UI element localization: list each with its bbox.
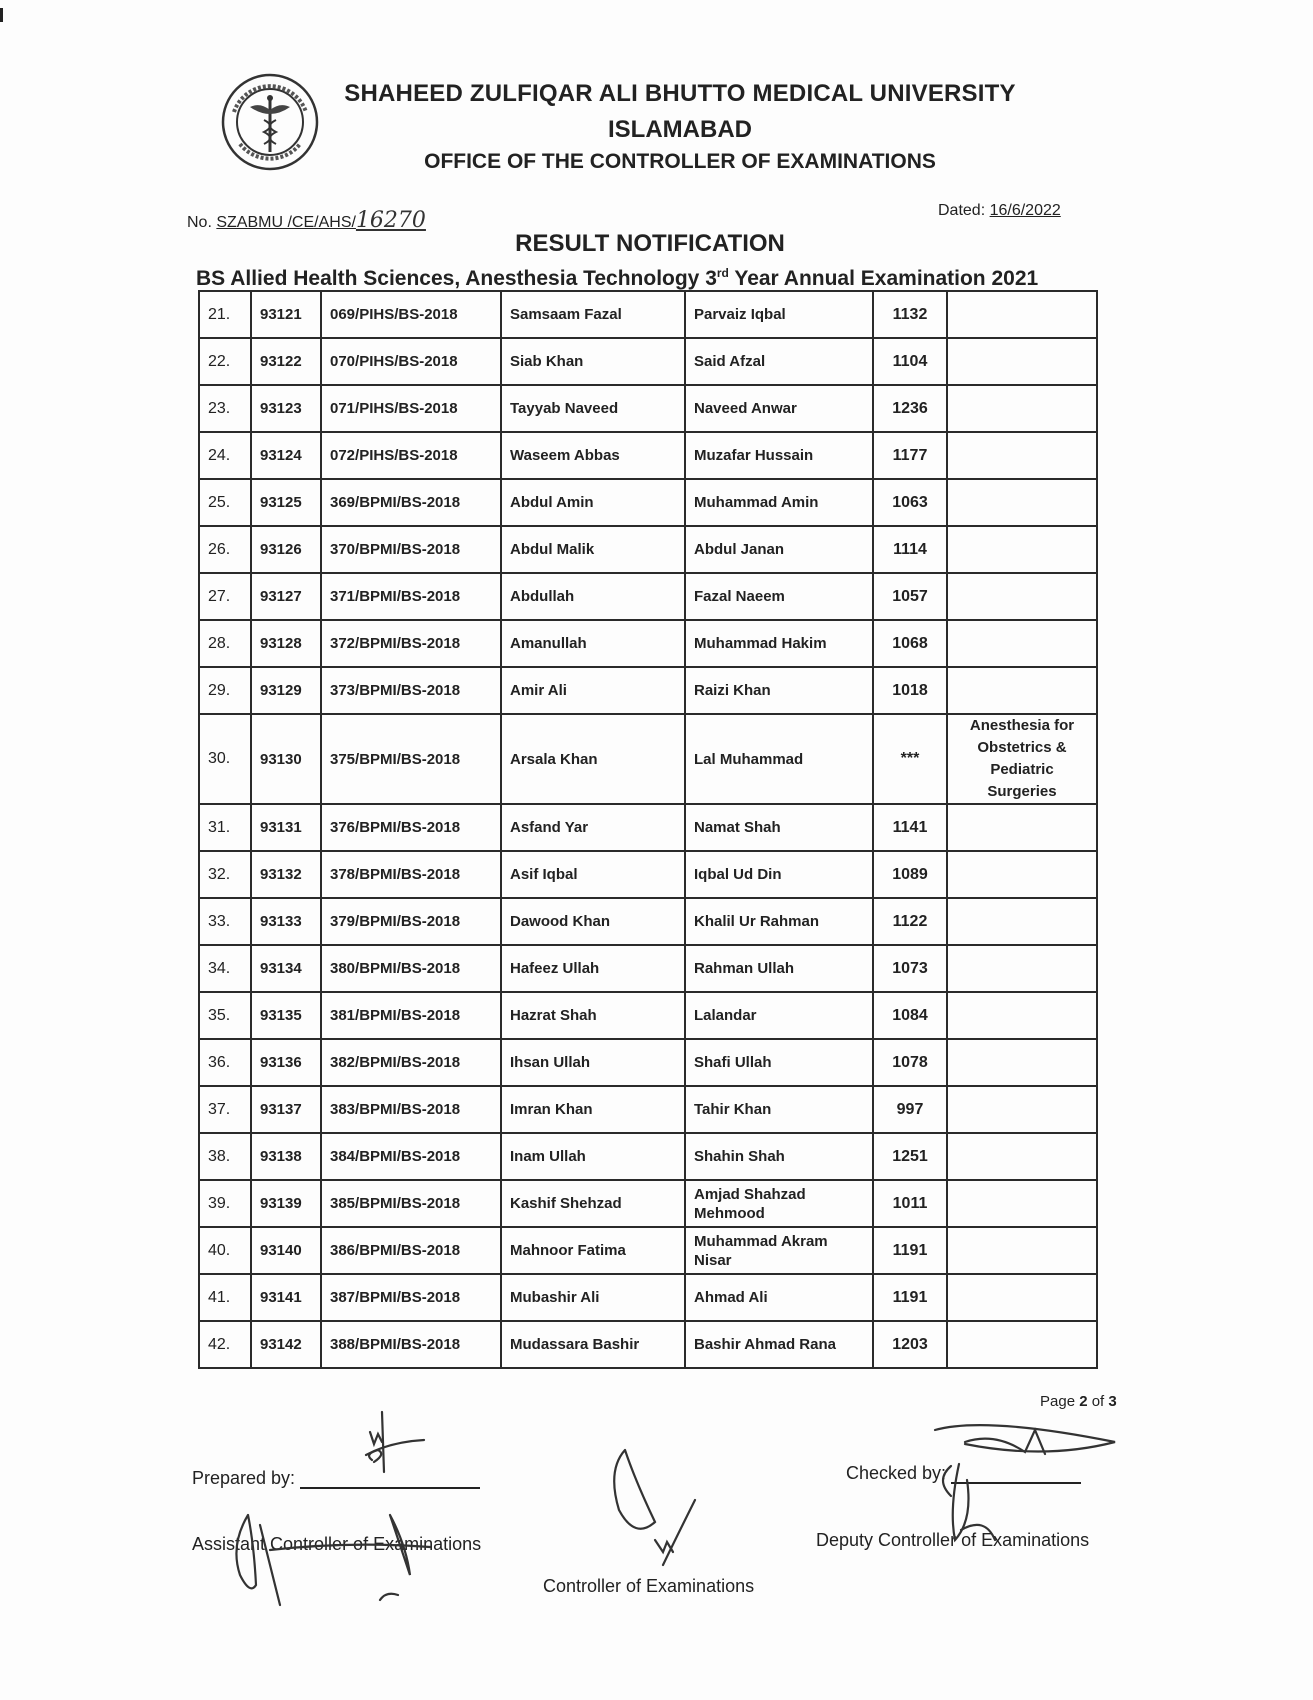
- marks-cell: 1191: [873, 1227, 947, 1274]
- student-name-cell: Asfand Yar: [501, 804, 685, 851]
- roll-number-cell: 93132: [251, 851, 321, 898]
- father-name-cell: Parvaiz Iqbal: [685, 291, 873, 338]
- controller-signature-icon: [605, 1440, 715, 1570]
- registration-number-cell: 380/BPMI/BS-2018: [321, 945, 501, 992]
- subtitle-text: BS Allied Health Sciences, Anesthesia Technology 3: [196, 267, 717, 290]
- father-name-cell: Ahmad Ali: [685, 1274, 873, 1321]
- student-name-cell: Amir Ali: [501, 667, 685, 714]
- table-row: [199, 1274, 1097, 1321]
- father-name-cell: Namat Shah: [685, 804, 873, 851]
- marks-cell: 1084: [873, 992, 947, 1039]
- roll-number-cell: 93121: [251, 291, 321, 338]
- student-name-cell: Abdul Amin: [501, 479, 685, 526]
- remarks-cell: [947, 526, 1097, 573]
- marks-cell: 1236: [873, 385, 947, 432]
- serial-number-cell: 27.: [199, 573, 251, 620]
- remarks-cell: [947, 573, 1097, 620]
- reference-prefix: No.: [187, 214, 212, 231]
- father-name-cell: Raizi Khan: [685, 667, 873, 714]
- registration-number-cell: 071/PIHS/BS-2018: [321, 385, 501, 432]
- registration-number-cell: 382/BPMI/BS-2018: [321, 1039, 501, 1086]
- registration-number-cell: 371/BPMI/BS-2018: [321, 573, 501, 620]
- marks-cell: 1057: [873, 573, 947, 620]
- serial-number-cell: 36.: [199, 1039, 251, 1086]
- table-row: [199, 898, 1097, 945]
- father-name-cell: Abdul Janan: [685, 526, 873, 573]
- father-name-cell: Lalandar: [685, 992, 873, 1039]
- table-row: [199, 1227, 1097, 1274]
- serial-number-cell: 26.: [199, 526, 251, 573]
- roll-number-cell: 93131: [251, 804, 321, 851]
- roll-number-cell: 93125: [251, 479, 321, 526]
- remarks-cell: [947, 479, 1097, 526]
- roll-number-cell: 93138: [251, 1133, 321, 1180]
- student-name-cell: Dawood Khan: [501, 898, 685, 945]
- father-name-cell: Muhammad Hakim: [685, 620, 873, 667]
- dated-label: Dated:: [938, 202, 986, 219]
- serial-number-cell: 39.: [199, 1180, 251, 1227]
- roll-number-cell: 93135: [251, 992, 321, 1039]
- prepared-signature-icon: [360, 1410, 440, 1480]
- marks-cell: 1122: [873, 898, 947, 945]
- serial-number-cell: 24.: [199, 432, 251, 479]
- remarks-cell: [947, 385, 1097, 432]
- roll-number-cell: 93123: [251, 385, 321, 432]
- table-row: [199, 479, 1097, 526]
- registration-number-cell: 385/BPMI/BS-2018: [321, 1180, 501, 1227]
- student-name-cell: Imran Khan: [501, 1086, 685, 1133]
- father-name-cell: Amjad Shahzad Mehmood: [685, 1180, 873, 1227]
- marks-cell: 1141: [873, 804, 947, 851]
- student-name-cell: Inam Ullah: [501, 1133, 685, 1180]
- prepared-by-line: [300, 1487, 480, 1489]
- father-name-cell: Rahman Ullah: [685, 945, 873, 992]
- student-name-cell: Hafeez Ullah: [501, 945, 685, 992]
- table-row: [199, 620, 1097, 667]
- serial-number-cell: 28.: [199, 620, 251, 667]
- registration-number-cell: 376/BPMI/BS-2018: [321, 804, 501, 851]
- checked-by-label: Checked by:: [846, 1463, 947, 1483]
- father-name-cell: Lal Muhammad: [685, 714, 873, 804]
- registration-number-cell: 372/BPMI/BS-2018: [321, 620, 501, 667]
- table-row: [199, 526, 1097, 573]
- table-row: [199, 851, 1097, 898]
- dated: [938, 202, 1061, 220]
- serial-number-cell: 38.: [199, 1133, 251, 1180]
- marks-cell: 1089: [873, 851, 947, 898]
- page-of: of: [1087, 1393, 1109, 1410]
- table-row: [199, 291, 1097, 338]
- roll-number-cell: 93142: [251, 1321, 321, 1368]
- registration-number-cell: 375/BPMI/BS-2018: [321, 714, 501, 804]
- serial-number-cell: 34.: [199, 945, 251, 992]
- father-name-cell: Shafi Ullah: [685, 1039, 873, 1086]
- roll-number-cell: 93141: [251, 1274, 321, 1321]
- serial-number-cell: 29.: [199, 667, 251, 714]
- deputy-signature-icon: [925, 1420, 1125, 1560]
- table-row: [199, 1039, 1097, 1086]
- remarks-cell: [947, 1086, 1097, 1133]
- registration-number-cell: 069/PIHS/BS-2018: [321, 291, 501, 338]
- student-name-cell: Mudassara Bashir: [501, 1321, 685, 1368]
- roll-number-cell: 93139: [251, 1180, 321, 1227]
- table-row: [199, 992, 1097, 1039]
- assistant-controller-title: Assistant Controller of Examinations: [192, 1534, 482, 1554]
- table-row: [199, 432, 1097, 479]
- table-row: [199, 573, 1097, 620]
- table-row: [199, 945, 1097, 992]
- assistant-initials-icon: [230, 1505, 450, 1605]
- remarks-cell: [947, 667, 1097, 714]
- table-row: [199, 385, 1097, 432]
- student-name-cell: Samsaam Fazal: [501, 291, 685, 338]
- results-table-body: [199, 291, 1097, 1368]
- table-row: [199, 1133, 1097, 1180]
- marks-cell: 1078: [873, 1039, 947, 1086]
- page-current: 2: [1079, 1393, 1088, 1410]
- father-name-cell: Khalil Ur Rahman: [685, 898, 873, 945]
- marks-cell: 1018: [873, 667, 947, 714]
- document-title: RESULT NOTIFICATION: [515, 230, 785, 257]
- reference-handwritten-number: 16270: [355, 208, 426, 233]
- roll-number-cell: 93126: [251, 526, 321, 573]
- serial-number-cell: 22.: [199, 338, 251, 385]
- deputy-controller-title: Deputy Controller of Examinations: [816, 1530, 1090, 1550]
- student-name-cell: Mubashir Ali: [501, 1274, 685, 1321]
- remarks-cell: [947, 620, 1097, 667]
- table-row: [199, 714, 1097, 804]
- marks-cell: 1251: [873, 1133, 947, 1180]
- roll-number-cell: 93127: [251, 573, 321, 620]
- student-name-cell: Mahnoor Fatima: [501, 1227, 685, 1274]
- controller-title: Controller of Examinations: [543, 1576, 755, 1596]
- serial-number-cell: 40.: [199, 1227, 251, 1274]
- page-total: 3: [1108, 1393, 1117, 1410]
- father-name-cell: Bashir Ahmad Rana: [685, 1321, 873, 1368]
- remarks-cell: [947, 1133, 1097, 1180]
- registration-number-cell: 381/BPMI/BS-2018: [321, 992, 501, 1039]
- roll-number-cell: 93133: [251, 898, 321, 945]
- roll-number-cell: 93128: [251, 620, 321, 667]
- remarks-cell: [947, 804, 1097, 851]
- table-row: [199, 338, 1097, 385]
- registration-number-cell: 373/BPMI/BS-2018: [321, 667, 501, 714]
- remarks-cell: [947, 851, 1097, 898]
- subtitle-superscript: rd: [716, 266, 729, 280]
- roll-number-cell: 93124: [251, 432, 321, 479]
- registration-number-cell: 070/PIHS/BS-2018: [321, 338, 501, 385]
- office-name: OFFICE OF THE CONTROLLER OF EXAMINATIONS: [424, 150, 936, 173]
- roll-number-cell: 93122: [251, 338, 321, 385]
- remarks-cell: [947, 1180, 1097, 1227]
- remarks-cell: [947, 1227, 1097, 1274]
- remarks-cell: [947, 992, 1097, 1039]
- student-name-cell: Ihsan Ullah: [501, 1039, 685, 1086]
- marks-cell: 997: [873, 1086, 947, 1133]
- registration-number-cell: 378/BPMI/BS-2018: [321, 851, 501, 898]
- table-row: [199, 667, 1097, 714]
- father-name-cell: Muhammad Amin: [685, 479, 873, 526]
- remarks-cell: [947, 291, 1097, 338]
- serial-number-cell: 33.: [199, 898, 251, 945]
- student-name-cell: Waseem Abbas: [501, 432, 685, 479]
- remarks-cell: [947, 432, 1097, 479]
- roll-number-cell: 93130: [251, 714, 321, 804]
- roll-number-cell: 93136: [251, 1039, 321, 1086]
- student-name-cell: Siab Khan: [501, 338, 685, 385]
- subtitle-text-end: Year Annual Examination 2021: [728, 267, 1039, 290]
- student-name-cell: Kashif Shehzad: [501, 1180, 685, 1227]
- remarks-cell: [947, 1274, 1097, 1321]
- student-name-cell: Asif Iqbal: [501, 851, 685, 898]
- prepared-by-label: Prepared by:: [192, 1468, 296, 1488]
- registration-number-cell: 370/BPMI/BS-2018: [321, 526, 501, 573]
- roll-number-cell: 93134: [251, 945, 321, 992]
- registration-number-cell: 072/PIHS/BS-2018: [321, 432, 501, 479]
- marks-cell: 1068: [873, 620, 947, 667]
- father-name-cell: Iqbal Ud Din: [685, 851, 873, 898]
- table-row: [199, 1086, 1097, 1133]
- university-city: ISLAMABAD: [608, 116, 752, 143]
- student-name-cell: Amanullah: [501, 620, 685, 667]
- remarks-cell: [947, 898, 1097, 945]
- results-table: [198, 290, 1098, 1369]
- father-name-cell: Muhammad Akram Nisar: [685, 1227, 873, 1274]
- marks-cell: ***: [873, 714, 947, 804]
- registration-number-cell: 379/BPMI/BS-2018: [321, 898, 501, 945]
- marks-cell: 1132: [873, 291, 947, 338]
- roll-number-cell: 93140: [251, 1227, 321, 1274]
- father-name-cell: Fazal Naeem: [685, 573, 873, 620]
- roll-number-cell: 93137: [251, 1086, 321, 1133]
- dated-value: 16/6/2022: [989, 202, 1061, 219]
- marks-cell: 1063: [873, 479, 947, 526]
- serial-number-cell: 37.: [199, 1086, 251, 1133]
- student-name-cell: Hazrat Shah: [501, 992, 685, 1039]
- reference-number: [187, 208, 426, 233]
- serial-number-cell: 23.: [199, 385, 251, 432]
- father-name-cell: Tahir Khan: [685, 1086, 873, 1133]
- university-name: SHAHEED ZULFIQAR ALI BHUTTO MEDICAL UNIVERSITY: [344, 80, 1016, 107]
- table-row: [199, 1180, 1097, 1227]
- father-name-cell: Naveed Anwar: [685, 385, 873, 432]
- page-prefix: Page: [1040, 1393, 1080, 1410]
- page-number: [1040, 1393, 1117, 1410]
- marks-cell: 1114: [873, 526, 947, 573]
- student-name-cell: Tayyab Naveed: [501, 385, 685, 432]
- marks-cell: 1073: [873, 945, 947, 992]
- father-name-cell: Muzafar Hussain: [685, 432, 873, 479]
- marks-cell: 1177: [873, 432, 947, 479]
- reference-code: SZABMU /CE/AHS/: [216, 214, 356, 231]
- serial-number-cell: 30.: [199, 714, 251, 804]
- registration-number-cell: 369/BPMI/BS-2018: [321, 479, 501, 526]
- remarks-cell: [947, 338, 1097, 385]
- father-name-cell: Shahin Shah: [685, 1133, 873, 1180]
- remarks-cell: [947, 1039, 1097, 1086]
- registration-number-cell: 384/BPMI/BS-2018: [321, 1133, 501, 1180]
- serial-number-cell: 21.: [199, 291, 251, 338]
- document-subtitle: [196, 266, 1106, 291]
- serial-number-cell: 25.: [199, 479, 251, 526]
- registration-number-cell: 383/BPMI/BS-2018: [321, 1086, 501, 1133]
- marks-cell: 1104: [873, 338, 947, 385]
- serial-number-cell: 31.: [199, 804, 251, 851]
- remarks-cell: [947, 1321, 1097, 1368]
- serial-number-cell: 32.: [199, 851, 251, 898]
- marks-cell: 1203: [873, 1321, 947, 1368]
- remarks-cell: [947, 945, 1097, 992]
- scan-edge-mark: [0, 8, 3, 22]
- student-name-cell: Abdul Malik: [501, 526, 685, 573]
- roll-number-cell: 93129: [251, 667, 321, 714]
- father-name-cell: Said Afzal: [685, 338, 873, 385]
- table-row: [199, 1321, 1097, 1368]
- remarks-cell: Anesthesia for Obstetrics & Pediatric Surgeries: [947, 714, 1097, 804]
- table-row: [199, 804, 1097, 851]
- marks-cell: 1191: [873, 1274, 947, 1321]
- student-name-cell: Abdullah: [501, 573, 685, 620]
- registration-number-cell: 387/BPMI/BS-2018: [321, 1274, 501, 1321]
- registration-number-cell: 388/BPMI/BS-2018: [321, 1321, 501, 1368]
- student-name-cell: Arsala Khan: [501, 714, 685, 804]
- serial-number-cell: 35.: [199, 992, 251, 1039]
- serial-number-cell: 41.: [199, 1274, 251, 1321]
- marks-cell: 1011: [873, 1180, 947, 1227]
- registration-number-cell: 386/BPMI/BS-2018: [321, 1227, 501, 1274]
- serial-number-cell: 42.: [199, 1321, 251, 1368]
